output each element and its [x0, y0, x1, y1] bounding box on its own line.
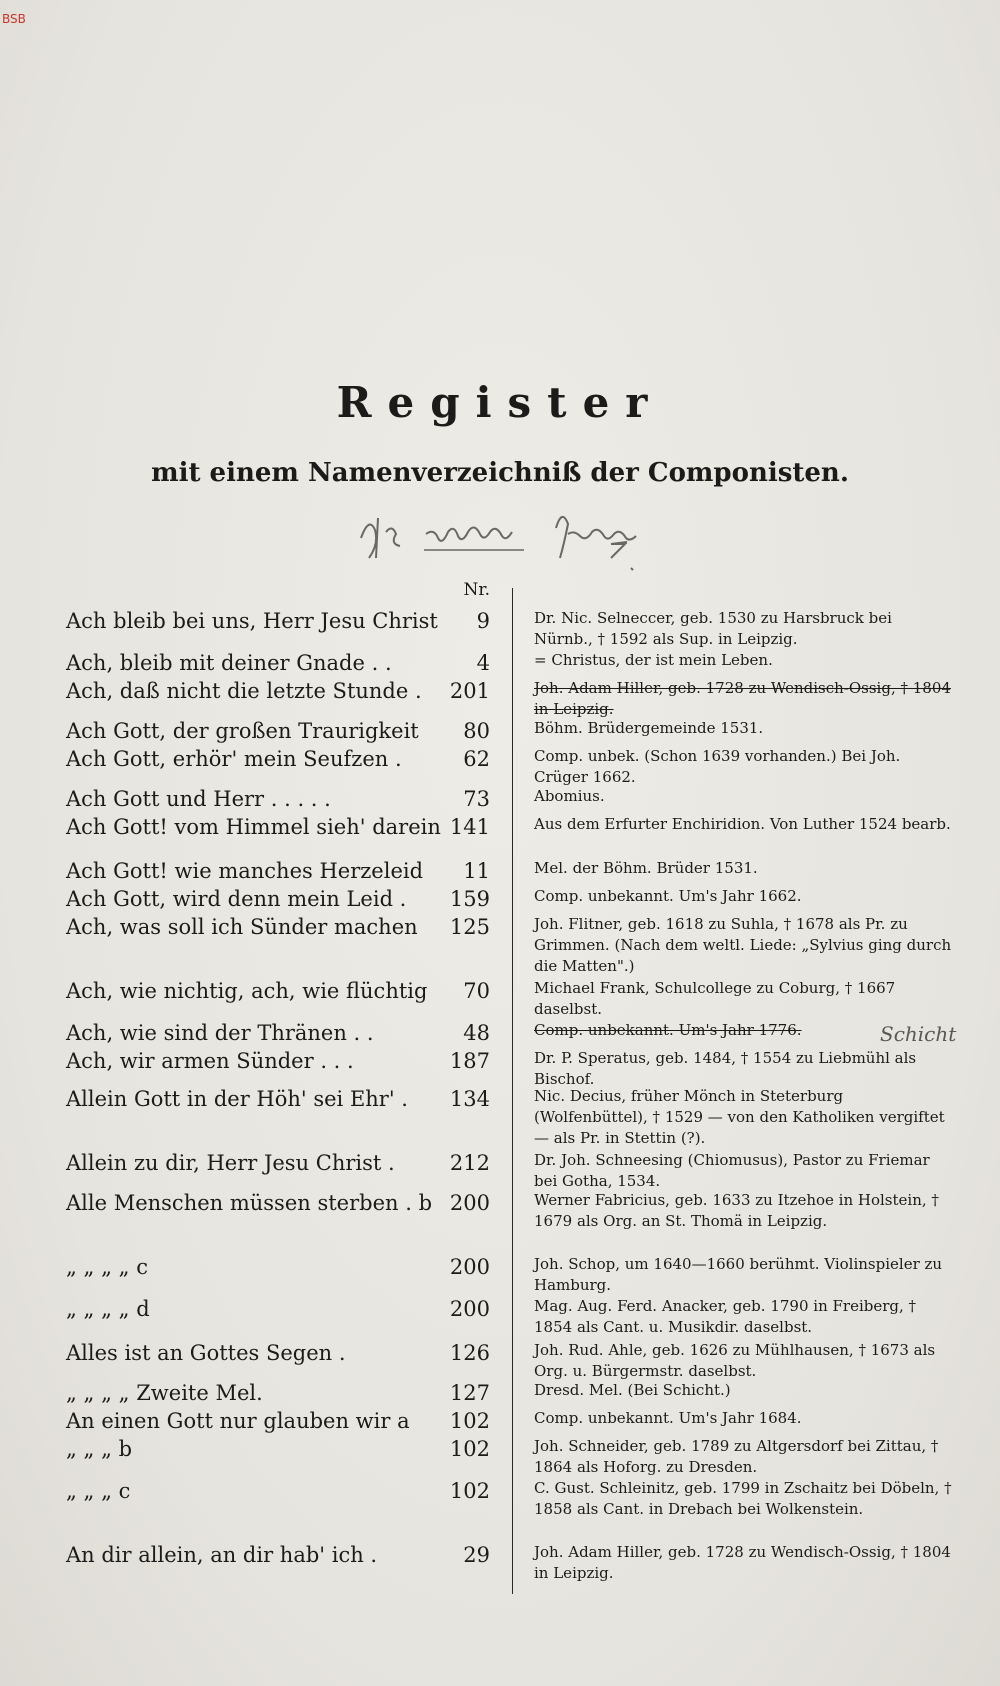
hymn-number: 80 [463, 719, 490, 743]
composer-info: Dresd. Mel. (Bei Schicht.) [534, 1381, 731, 1399]
hymn-number: 127 [449, 1381, 490, 1405]
hymn-title: „ „ „ „ Zweite Mel. [66, 1381, 263, 1405]
hymn-number: 200 [449, 1191, 490, 1215]
hymn-title: „ „ „ „ c [66, 1255, 148, 1279]
hymn-number: 125 [449, 915, 490, 939]
composer-info: Michael Frank, Schulcollege zu Coburg, † 1667 daselbst. [534, 979, 896, 1018]
hymn-title: Ach Gott und Herr . . . . . [66, 787, 331, 811]
composer-info: = Christus, der ist mein Leben. [534, 651, 773, 669]
hymn-title: Ach, was soll ich Sünder machen [66, 915, 418, 939]
hymn-title: „ „ „ „ d [66, 1297, 150, 1321]
hymn-title: „ „ „ c [66, 1479, 131, 1503]
composer-info: Böhm. Brüdergemeinde 1531. [534, 719, 764, 737]
composer-info: Dr. P. Speratus, geb. 1484, † 1554 zu Liebmühl als Bischof. [534, 1049, 917, 1088]
hymn-title: Ach, daß nicht die letzte Stunde . [66, 679, 422, 703]
composer-info: Comp. unbekannt. Um's Jahr 1662. [534, 887, 802, 905]
composer-info: Dr. Joh. Schneesing (Chiomusus), Pastor zu Friemar bei Gotha, 1534. [534, 1151, 930, 1190]
hymn-number: 159 [449, 887, 490, 911]
composer-info: Mel. der Böhm. Brüder 1531. [534, 859, 758, 877]
hymn-title: „ „ „ b [66, 1437, 133, 1461]
hymn-title: Ach bleib bei uns, Herr Jesu Christ [66, 609, 438, 633]
composer-info: Dr. Nic. Selneccer, geb. 1530 zu Harsbruck bei Nürnb., † 1592 als Sup. in Leipzig. [534, 609, 892, 648]
hymn-title: An dir allein, an dir hab' ich . [66, 1543, 378, 1567]
hymn-number: 73 [463, 787, 490, 811]
hymn-title: Ach Gott! vom Himmel sieh' darein [66, 815, 441, 839]
hymn-title: Ach Gott! wie manches Herzeleid [66, 859, 424, 883]
hymn-title: Ach Gott, der großen Traurigkeit [66, 719, 419, 743]
library-mark: BSB [2, 12, 26, 26]
margin-note: Schicht [880, 1022, 957, 1046]
hymn-number: 70 [463, 979, 490, 1003]
composer-info: Joh. Schop, um 1640—1660 berühmt. Violinspieler zu Hamburg. [534, 1255, 943, 1294]
composer-info: Nic. Decius, früher Mönch in Steterburg (Wolfenbüttel), † 1529 — von den Katholiken vergiftet — als Pr. in Stettin (?). [534, 1087, 945, 1147]
composer-info: Joh. Rud. Ahle, geb. 1626 zu Mühlhausen, † 1673 als Org. u. Bürgermstr. daselbst. [534, 1341, 936, 1380]
composer-info: Comp. unbekannt. Um's Jahr 1776. [534, 1021, 802, 1039]
hymn-number: 141 [449, 815, 490, 839]
hymn-title: Ach Gott, erhör' mein Seufzen . [66, 747, 402, 771]
hymn-number: 187 [449, 1049, 490, 1073]
composer-info: Werner Fabricius, geb. 1633 zu Itzehoe in Holstein, † 1679 als Org. an St. Thomä in Leipzig. [534, 1191, 939, 1230]
hymn-title: Ach, wie sind der Thränen . . [66, 1021, 374, 1045]
hymn-number: 102 [449, 1409, 490, 1433]
hymn-number: 9 [476, 609, 490, 633]
hymn-number: 201 [449, 679, 490, 703]
composer-info: Comp. unbek. (Schon 1639 vorhanden.) Bei Joh. Crüger 1662. [534, 747, 901, 786]
hymn-title: An einen Gott nur glauben wir a [66, 1409, 410, 1433]
composer-info: Joh. Flitner, geb. 1618 zu Suhla, † 1678 als Pr. zu Grimmen. (Nach dem weltl. Liede: „Sylvius ging durch die Matten".) [534, 915, 952, 975]
composer-info: C. Gust. Schleinitz, geb. 1799 in Zschaitz bei Döbeln, † 1858 als Cant. in Drebach bei Wolkenstein. [534, 1479, 952, 1518]
hymn-title: Allein zu dir, Herr Jesu Christ . [66, 1151, 395, 1175]
hymn-title: Ach, wir armen Sünder . . . [66, 1049, 354, 1073]
hymn-number: 62 [463, 747, 490, 771]
page-subtitle: mit einem Namenverzeichniß der Componisten. [151, 458, 849, 488]
composer-info: Aus dem Erfurter Enchiridion. Von Luther 1524 bearb. [534, 815, 951, 833]
hymn-number: 11 [463, 859, 490, 883]
hymn-title: Ach Gott, wird denn mein Leid . [66, 887, 407, 911]
hymn-number: 212 [449, 1151, 490, 1175]
hymn-number: 102 [449, 1437, 490, 1461]
page-title: Register [336, 378, 664, 427]
composer-info: Joh. Adam Hiller, geb. 1728 zu Wendisch-Ossig, † 1804 in Leipzig. [534, 679, 951, 718]
hymn-number: 4 [476, 651, 490, 675]
hymn-title: Ach, bleib mit deiner Gnade . . [66, 651, 392, 675]
number-column-header: Nr. [463, 580, 490, 600]
hymn-number: 126 [449, 1341, 490, 1365]
composer-info: Joh. Schneider, geb. 1789 zu Altgersdorf bei Zittau, † 1864 als Hoforg. zu Dresden. [534, 1437, 939, 1476]
composer-info: Abomius. [534, 787, 605, 805]
hymn-number: 134 [449, 1087, 490, 1111]
composer-info: Comp. unbekannt. Um's Jahr 1684. [534, 1409, 802, 1427]
hymn-title: Allein Gott in der Höh' sei Ehr' . [66, 1087, 408, 1111]
hymn-number: 102 [449, 1479, 490, 1503]
hymn-title: Alles ist an Gottes Segen . [66, 1341, 346, 1365]
hymn-title: Ach, wie nichtig, ach, wie flüchtig [66, 979, 428, 1003]
hymn-number: 29 [463, 1543, 490, 1567]
hymn-number: 200 [449, 1297, 490, 1321]
composer-info: Joh. Adam Hiller, geb. 1728 zu Wendisch-Ossig, † 1804 in Leipzig. [534, 1543, 951, 1582]
hymn-title: Alle Menschen müssen sterben . b [66, 1191, 433, 1215]
composer-info: Mag. Aug. Ferd. Anacker, geb. 1790 in Freiberg, † 1854 als Cant. u. Musikdir. daselbst. [534, 1297, 917, 1336]
hymn-number: 200 [449, 1255, 490, 1279]
hymn-number: 48 [463, 1021, 490, 1045]
